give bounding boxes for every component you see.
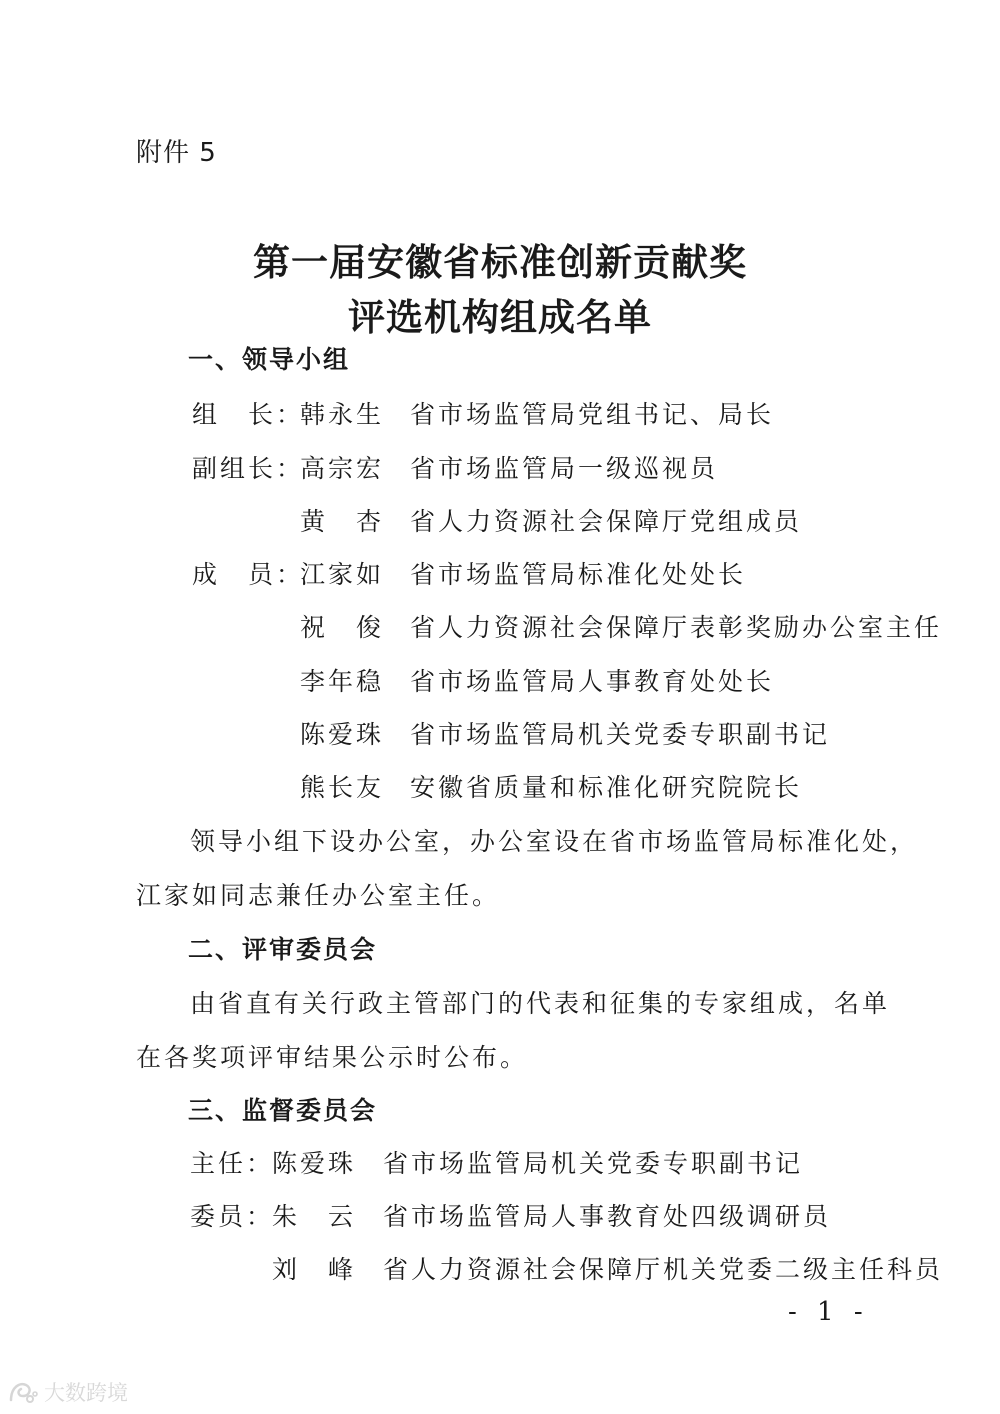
member-position: 省人力资源社会保障厅表彰奖励办公室主任 [410, 613, 943, 642]
office-note-line1: 领导小组下设办公室，办公室设在省市场监管局标准化处， [190, 827, 919, 856]
member-name: 江家如 [300, 560, 385, 589]
section-heading-review: 二、评审委员会 [188, 935, 378, 964]
member-name: 刘 峰 [272, 1255, 357, 1284]
member-position: 省人力资源社会保障厅党组成员 [410, 507, 803, 536]
member-name: 黄 杏 [300, 507, 385, 536]
member-name: 祝 俊 [300, 613, 385, 642]
office-note-line2: 江家如同志兼任办公室主任。 [136, 881, 501, 910]
document-title-line1: 第一届安徽省标准创新贡献奖 [253, 240, 747, 284]
page-number: - 1 - [788, 1297, 869, 1327]
document-title-line2: 评选机构组成名单 [348, 295, 652, 339]
member-role: 副组长： [192, 454, 305, 483]
member-name: 陈爱珠 [300, 720, 385, 749]
watermark-logo-icon [8, 1379, 38, 1405]
member-position: 省市场监管局一级巡视员 [410, 454, 719, 483]
member-position: 省市场监管局机关党委专职副书记 [383, 1149, 804, 1178]
member-role: 成 员： [192, 560, 305, 589]
watermark [8, 1377, 128, 1407]
section-heading-leadership: 一、领导小组 [188, 345, 351, 374]
review-text-line2: 在各奖项评审结果公示时公布。 [136, 1043, 529, 1072]
attachment-label: 附件 5 [136, 138, 217, 168]
member-name: 高宗宏 [300, 454, 385, 483]
member-position: 省市场监管局人事教育处处长 [410, 667, 775, 696]
member-role: 主任： [190, 1149, 275, 1178]
review-text-line1: 由省直有关行政主管部门的代表和征集的专家组成，名单 [190, 989, 891, 1018]
watermark-text: 大数跨境 [44, 1381, 128, 1405]
member-role: 委员： [190, 1202, 275, 1231]
member-position: 省人力资源社会保障厅机关党委二级主任科员 [383, 1255, 944, 1284]
member-name: 朱 云 [272, 1202, 357, 1231]
member-position: 安徽省质量和标准化研究院院长 [410, 773, 803, 802]
member-position: 省市场监管局机关党委专职副书记 [410, 720, 831, 749]
member-position: 省市场监管局标准化处处长 [410, 560, 747, 589]
member-name: 陈爱珠 [272, 1149, 357, 1178]
section-heading-supervision: 三、监督委员会 [188, 1096, 378, 1125]
member-position: 省市场监管局人事教育处四级调研员 [383, 1202, 832, 1231]
member-name: 李年稳 [300, 667, 385, 696]
member-position: 省市场监管局党组书记、局长 [410, 400, 775, 429]
member-name: 韩永生 [300, 400, 385, 429]
member-role: 组 长： [192, 400, 305, 429]
member-name: 熊长友 [300, 773, 385, 802]
